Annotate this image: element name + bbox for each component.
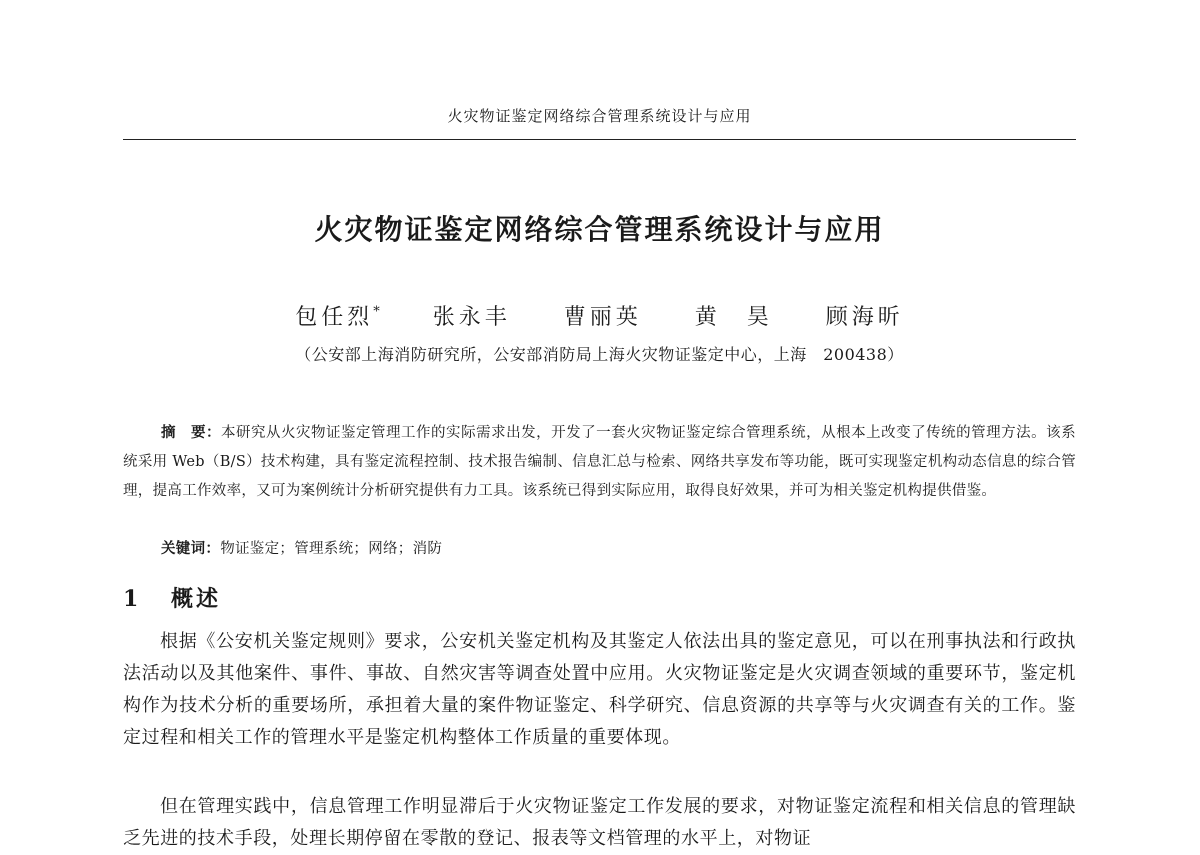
section-title: 概述 bbox=[171, 586, 222, 612]
running-header: 火灾物证鉴定网络综合管理系统设计与应用 bbox=[447, 107, 752, 125]
author-name: 黄 昊 bbox=[694, 305, 773, 330]
section-number: 1 bbox=[123, 586, 139, 612]
affiliation: （公安部上海消防研究所，公安部消防局上海火灾物证鉴定中心，上海 200438） bbox=[295, 345, 904, 364]
author-name: 张永丰 bbox=[432, 305, 511, 330]
abstract bbox=[123, 418, 1076, 506]
author bbox=[295, 305, 380, 330]
keywords-text: 物证鉴定；管理系统；网络；消防 bbox=[220, 541, 443, 557]
keywords bbox=[161, 537, 442, 558]
body-paragraph: 根据《公安机关鉴定规则》要求，公安机关鉴定机构及其鉴定人依法出具的鉴定意见，可以在刑事执法和行政执法活动以及其他案件、事件、事故、自然灾害等调查处置中应用。火灾物证鉴定是火灾调查领域的重要环节，鉴定机构作为技术分析的重要场所，承担着大量的案件物证鉴定、科学研究、信息资源的共享等与火灾调查有关的工作。鉴定过程和相关工作的管理水平是鉴定机构整体工作质量的重要体现。 bbox=[123, 631, 1076, 748]
abstract-label: 摘 要： bbox=[161, 424, 222, 441]
abstract-text: 本研究从火灾物证鉴定管理工作的实际需求出发，开发了一套火灾物证鉴定综合管理系统，从根本上改变了传统的管理方法。该系统采用 Web（B/S）技术构建，具有鉴定流程控制、技术报告编制、信息汇总与检索、网络共享发布等功能，既可实现鉴定机构动态信息的综合管理，提高工作效率，又可为案例统计分析研究提供有力工具。该系统已得到实际应用，取得良好效果，并可为相关鉴定机构提供借鉴。 bbox=[123, 425, 1076, 499]
author-list bbox=[123, 300, 1076, 331]
body-paragraph: 但在管理实践中，信息管理工作明显滞后于火灾物证鉴定工作发展的要求，对物证鉴定流程和相关信息的管理缺乏先进的技术手段，处理长期停留在零散的登记、报表等文档管理的水平上，对物证 bbox=[123, 796, 1076, 849]
keywords-label: 关键词： bbox=[161, 540, 221, 557]
author bbox=[564, 305, 642, 330]
author-name: 顾海昕 bbox=[825, 305, 904, 330]
author bbox=[826, 305, 904, 330]
author bbox=[433, 305, 511, 330]
author-name: 包任烈 bbox=[295, 305, 374, 330]
section-heading bbox=[123, 582, 221, 613]
author bbox=[695, 305, 773, 330]
header-rule bbox=[123, 139, 1076, 140]
author-name: 曹丽英 bbox=[563, 305, 642, 330]
paper-title: 火灾物证鉴定网络综合管理系统设计与应用 bbox=[314, 213, 885, 246]
corresponding-author-mark: * bbox=[373, 304, 380, 320]
